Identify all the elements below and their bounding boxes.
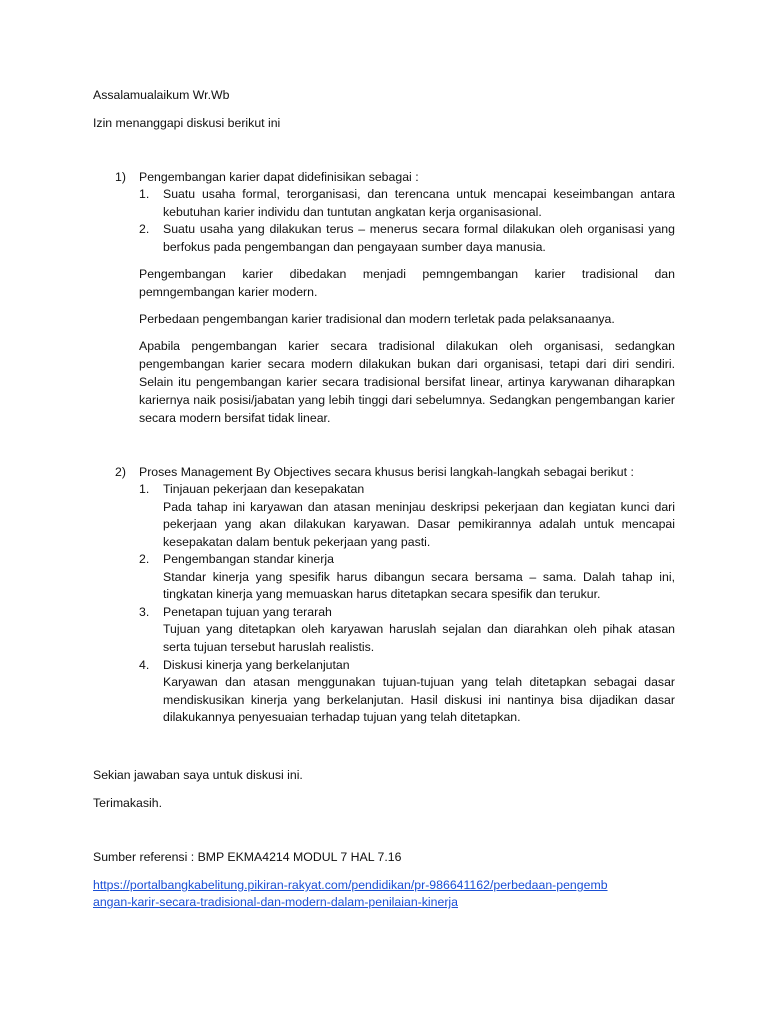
list-item-text: Suatu usaha formal, terorganisasi, dan terencana untuk mencapai keseimbangan antara kebutuhan karier individu dan tuntutan angkatan kerja organisasional. [163,187,675,219]
answer-2-number: 2) [115,465,126,479]
paragraph: Pengembangan karier dibedakan menjadi pemngembangan karier tradisional dan pemngembangan karier modern. [139,267,675,299]
intro-text: Izin menanggapi diskusi berikut ini [93,116,281,130]
list-item-text: Karyawan dan atasan menggunakan tujuan-tujuan yang telah ditetapkan sebagai dasar mendiskusikan kinerja yang berkelanjutan. Hasil diskusi ini nantinya bisa dijadikan dasar dilakukannya penyesuaian terhadap tujuan yang telah ditetapkan. [163,675,675,725]
list-item-number: 3. [139,604,150,619]
list-item-heading: Pengembangan standar kinerja [163,552,334,567]
list-item [139,551,675,604]
list-item-number: 1. [139,482,150,496]
paragraph: Perbedaan pengembangan karier tradisional dan modern terletak pada pelaksanaanya. [139,312,615,326]
list-item-text: Tujuan yang ditetapkan oleh karyawan haruslah sejalan dan diarahkan oleh pihak atasan serta tujuan tersebut haruslah realistis. [163,622,675,655]
answer-1-title: Pengembangan karier dapat didefinisikan sebagai : [139,170,419,184]
definition-list [139,186,675,256]
list-item-heading: Tinjauan pekerjaan dan kesepakatan [163,482,365,496]
list-item-text: Pada tahap ini karyawan dan atasan meninjau deskripsi pekerjaan dan kegiatan kunci dari pekerjaan yang akan dilakukan karyawan. Dasar pemikirannya adalah untuk mencapai kesepakatan dalam bentuk pekerjaan yang pasti. [163,499,675,549]
list-item [139,186,675,221]
paragraph: Apabila pengembangan karier secara tradisional dilakukan oleh organisasi, sedangkan pengembangan karier secara modern dilakukan bukan dari organisasi, tetapi dari diri sendiri. Selain itu pengembangan karier secara tradisional bersifat linear, artinya karywanan diharapkan kariernya naik posisi/jabatan yang lebih tinggi dari sebelumnya. Sedangkan pengembangan karier secara modern bersifat tidak linear. [139,339,675,425]
list-item-number: 2. [139,552,150,567]
steps-list [139,481,675,727]
list-item [139,657,675,727]
list-item-number: 4. [139,657,150,672]
list-item-heading: Diskusi kinerja yang berkelanjutan [163,657,350,672]
closing-text: Sekian jawaban saya untuk diskusi ini. [93,768,303,782]
list-item-number: 2. [139,222,150,236]
list-item-number: 1. [139,187,150,201]
thanks-text: Terimakasih. [93,796,163,810]
list-item-heading: Penetapan tujuan yang terarah [163,604,332,619]
reference-label: Sumber referensi : BMP EKMA4214 MODUL 7 HAL 7.16 [93,850,402,864]
list-item-text: Suatu usaha yang dilakukan terus – menerus secara formal dilakukan oleh organisasi yang berfokus pada pengembangan dan pengayaan sumber daya manusia. [163,222,675,254]
answer-1-number: 1) [115,170,126,184]
list-item [139,481,675,551]
list-item [139,221,675,256]
list-item [139,604,675,657]
answer-2 [115,464,675,727]
greeting: Assalamualaikum Wr.Wb [93,88,230,102]
answer-2-title: Proses Management By Objectives secara khusus berisi langkah-langkah sebagai berikut : [139,465,634,479]
reference-link[interactable]: https://portalbangkabelitung.pikiran-rakyat.com/pendidikan/pr-986641162/perbedaan-pengembangan-karir-secara-tradisional-dan-modern-dalam-penilaian-kinerja [93,878,608,909]
list-item-text: Standar kinerja yang spesifik harus dibangun secara bersama – sama. Dalah tahap ini, tingkatan kinerja yang memuaskan harus ditetapkan secara spesifik dan terukur. [163,569,675,602]
answer-1 [115,169,675,427]
